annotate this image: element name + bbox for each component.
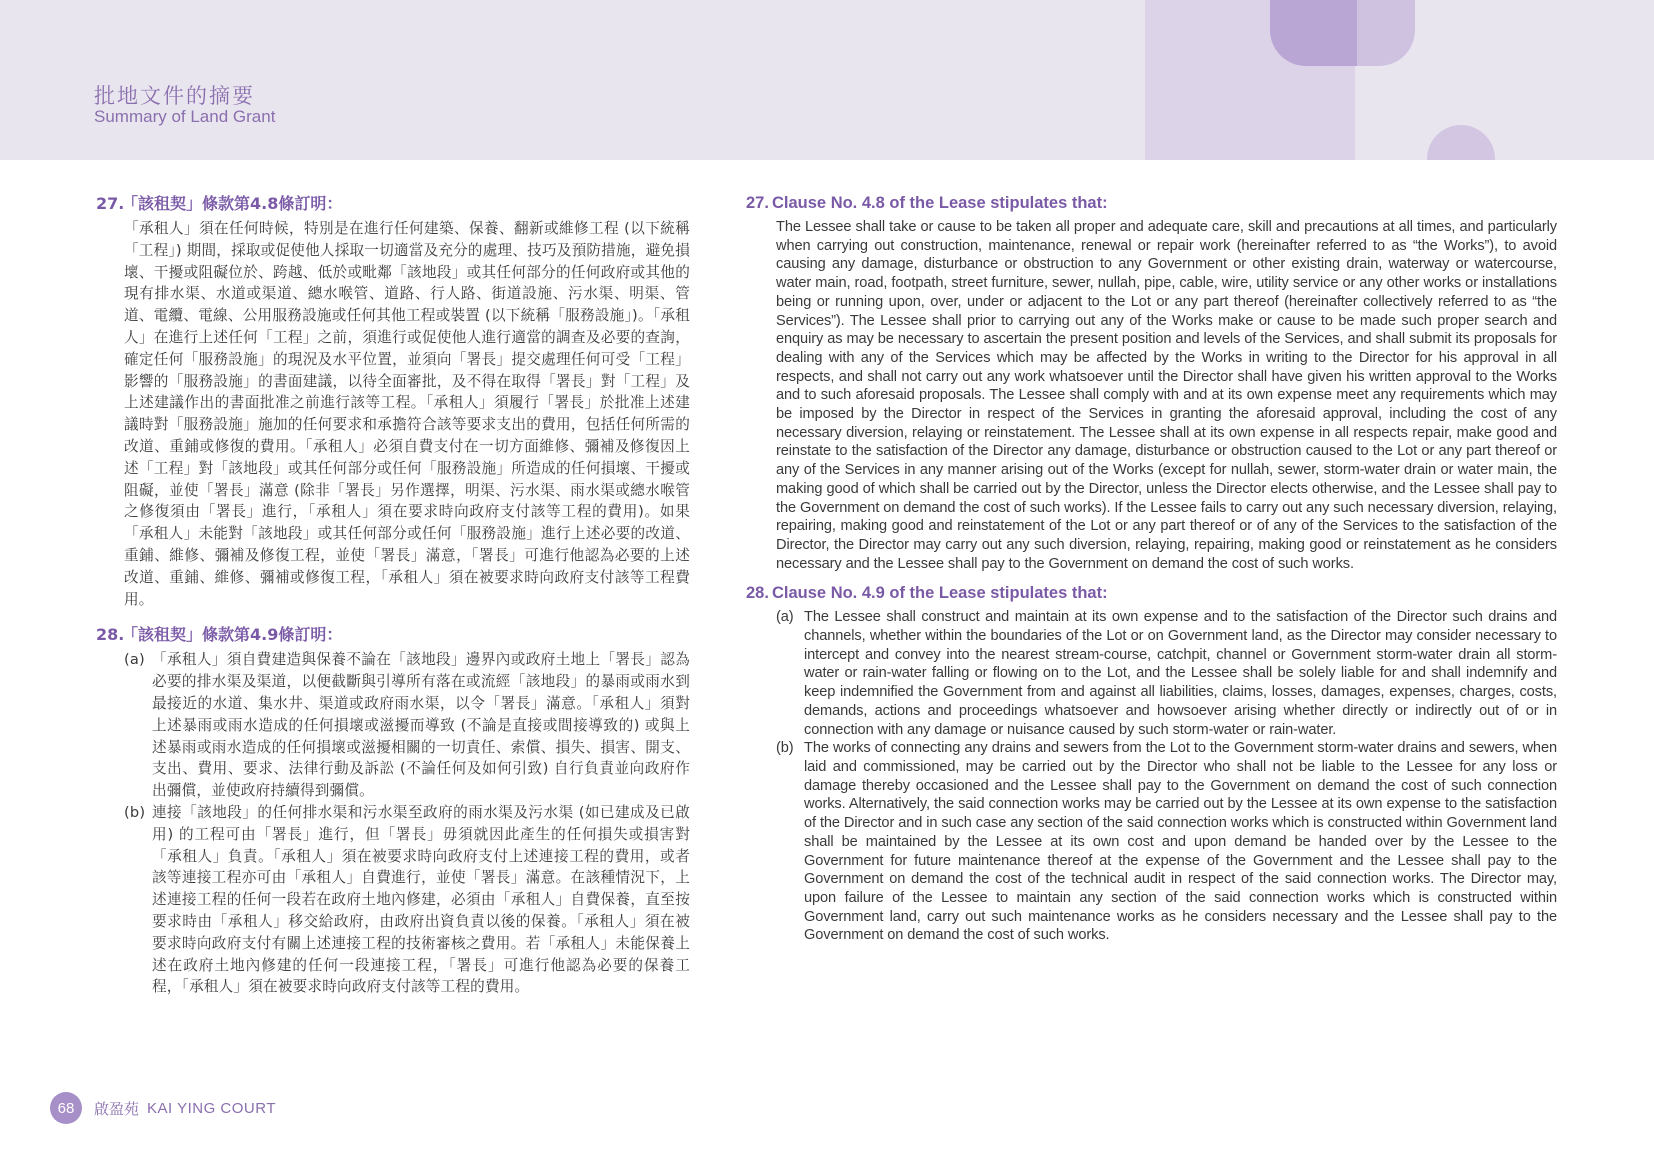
footer-name-zh: 啟盈苑 [94,1099,140,1118]
header-title-zh: 批地文件的摘要 [94,84,255,108]
english-column [746,193,1557,945]
clause-number: 27. [96,194,125,213]
clause-title: Clause No. 4.9 of the Lease stipulates that: [772,584,1108,603]
clause-28-heading-zh [96,624,690,645]
item-text: The works of connecting any drains and sewers from the Lot to the Government storm-water drains and sewers, when laid and commissioned, may be carried out by the Director who shall not be liable to the Lessee for any loss or damage thereby occasioned and the Lessee shall pay to the Government on demand the cost of such connection works. Alternatively, the said connection works may be carried out by the Lessee at its own expense to the satisfaction of the Director and in such case any section of the said connection works which is constructed within Government land shall be maintained by the Lessee at its own cost and upon demand be handed over by the Lessee to the Government for future maintenance thereof at the expense of the Government and the Lessee shall pay to the Government on demand the cost of the technical audit in respect of the said connection works. The Director may, upon failure of the Lessee to maintain any section of the said connection works which is constructed within Government land, carry out such maintenance works as he considers necessary and the Lessee shall pay to the Government on demand the cost of such works. [804,740,1557,944]
item-text: 連接「該地段」的任何排水渠和污水渠至政府的雨水渠及污水渠 (如已建成及已啟用) 的工程可由「署長」進行，但「署長」毋須就因此產生的任何損失或損害對「承租人」負責。「承租人」須在被要求時向政府支付上述連接工程的費用，或者該等連接工程亦可由「承租人」自費進行，並使「署長」滿意。在該種情況下，上述連接工程的任何一段若在政府土地內修建，必須由「承租人」自費保養，直至按要求時由「承租人」移交給政府，由政府出資負責以後的保養。「承租人」須在被要求時向政府支付有關上述連接工程的技術審核之費用。若「承租人」未能保養上述在政府土地內修建的任何一段連接工程，「署長」可進行他認為必要的保養工程，「承租人」須在被要求時向政府支付該等工程的費用。 [152,803,690,996]
clause-number: 27. [746,194,769,212]
item-text: 「承租人」須自費建造與保養不論在「該地段」邊界內或政府土地上「署長」認為必要的排水渠及渠道，以便截斷與引導所有落在或流經「該地段」的暴雨或雨水到最接近的水道、集水井、渠道或政府雨水渠，以令「署長」滿意。「承租人」須對上述暴雨或雨水造成的任何損壞或滋擾而導致 (不論是直接或間接導致的) 或與上述暴雨或雨水造成的任何損壞或滋擾相關的一切責任、索償、損失、損害、開支、支出、費用、要求、法律行動及訴訟 (不論任何及如何引致) 自行負責並向政府作出彌償，並使政府持續得到彌償。 [152,651,690,800]
clause-28-item-b-en [776,739,1557,945]
page-footer [50,1091,276,1125]
item-marker: (b) [124,803,146,821]
clause-title: 「該租契」條款第4.8條訂明： [122,194,343,213]
item-marker: (a) [124,651,145,669]
clause-number: 28. [746,584,769,603]
clause-28-item-a-zh [124,649,690,802]
clause-28-heading-en [746,583,1557,604]
clause-27-body-zh: 「承租人」須在任何時候，特別是在進行任何建築、保養、翻新或維修工程 (以下統稱「工程」) 期間，採取或促使他人採取一切適當及充分的處理、技巧及預防措施，避免損壞、干擾或阻礙位於、跨越、低於或毗鄰「該地段」或其任何部分的任何政府或其他的現有排水渠、水道或渠道、總水喉管、道路、行人路、街道設施、污水渠、明渠、管道、電纜、電線、公用服務設施或任何其他工程或裝置 (以下統稱「服務設施」)。「承租人」在進行上述任何「工程」之前，須進行或促使他人進行適當的調查及必要的查詢，確定任何「服務設施」的現況及水平位置，並須向「署長」提交處理任何可受「工程」影響的「服務設施」的書面建議，以待全面審批，及不得在取得「署長」對「工程」及上述建議作出的書面批准之前進行該等工程。「承租人」須履行「署長」於批准上述建議時對「服務設施」施加的任何要求和承擔符合該等要求支出的費用，包括任何所需的改道、重鋪或修復的費用。「承租人」必須自費支付在一切方面維修、彌補及修復因上述「工程」對「該地段」或其任何部分或任何「服務設施」所造成的任何損壞、干擾或阻礙，並使「署長」滿意 (除非「署長」另作選擇，明渠、污水渠、雨水渠或總水喉管之修復須由「署長」進行，「承租人」須在要求時向政府支付該等工程的費用)。如果「承租人」未能對「該地段」或其任何部分或任何「服務設施」進行上述必要的改道、重鋪、維修、彌補及修復工程，並使「署長」滿意，「署長」可進行他認為必要的上述改道、重鋪、維修、彌補或修復工程，「承租人」須在被要求時向政府支付該等工程費用。 [124,220,690,608]
page-number-badge: 68 [50,1092,82,1124]
footer-name-en: KAI YING COURT [147,1099,276,1117]
item-marker: (a) [776,609,794,626]
chinese-column [96,193,690,998]
clause-title: 「該租契」條款第4.9條訂明： [122,625,343,645]
clause-27-body-en: The Lessee shall take or cause to be taken all proper and adequate care, skill and precautions at all times, and particularly when carrying out construction, maintenance, renewal or repair work (hereinafter referred to as “the Works”), to avoid causing any damage, disturbance or obstruction to any Government or other existing drain, waterway or watercourse, water main, road, footpath, street furniture, sewer, nullah, pipe, cable, wire, utility service or any other works or installations being or running upon, over, under or adjacent to the Lot or any part thereof (hereinafter collectively referred to as “the Services”). The Lessee shall prior to carrying out any of the Works make or cause to be made such proper search and enquiry as may be necessary to ascertain the present position and levels of the Services, and shall submit its proposals for dealing with any of the Services which may be affected by the Works in writing to the Director for his approval in all respects, and shall not carry out any work whatsoever until the Director shall have given his written approval to the Works and to such aforesaid proposals. The Lessee shall comply with and at its own expense meet any requirements which may be imposed by the Director in respect of the Services in granting the aforesaid approval, including the cost of any necessary diversion, relaying or reinstatement. The Lessee shall at its own expense in all respects repair, make good and reinstate to the satisfaction of the Director any damage, disturbance or obstruction caused to the Lot or any part thereof or any of the Services in any manner arising out of the Works (except for nullah, sewer, storm-water drain or water main, the making good of which shall be carried out by the Director, unless the Director elects otherwise, and the Lessee shall pay to the Government on demand the cost of such works). If the Lessee fails to carry out any such necessary diversion, relaying, repairing, making good and reinstatement of the Lot or any part thereof or of any of the Services to the satisfaction of the Director, the Director may carry out any such diversion, relaying, repairing, making good or reinstatement as he considers necessary and the Lessee shall pay to the Government on demand the cost of such works. [776,219,1557,572]
clause-27-heading-en [746,193,1557,214]
clause-28-item-b-zh [124,802,690,998]
header-decoration-circle [1427,125,1495,160]
clause-title: Clause No. 4.8 of the Lease stipulates that: [772,194,1108,212]
clause-28-item-a-en [776,608,1557,739]
page-header [0,0,1654,160]
clause-27-heading-zh [96,193,690,214]
item-marker: (b) [776,740,794,757]
header-title-en: Summary of Land Grant [94,107,276,126]
item-text: The Lessee shall construct and maintain at its own expense and to the satisfaction of the Director such drains and channels, whether within the boundaries of the Lot or on Government land, as the Director may consider necessary to intercept and convey into the nearest stream-course, catchpit, channel or Government storm-water drain all storm-water or rain-water falling or flowing on to the Lot, and the Lessee shall be solely liable for and shall indemnify and keep indemnified the Government from and against all liabilities, claims, losses, damages, expenses, charges, costs, demands, actions and proceedings whatsoever and howsoever arising whether directly or indirectly out of or in connection with any damage or nuisance caused by such storm-water or rain-water. [804,609,1557,738]
header-decoration-tab-dark [1270,0,1357,66]
clause-number: 28. [96,625,125,645]
